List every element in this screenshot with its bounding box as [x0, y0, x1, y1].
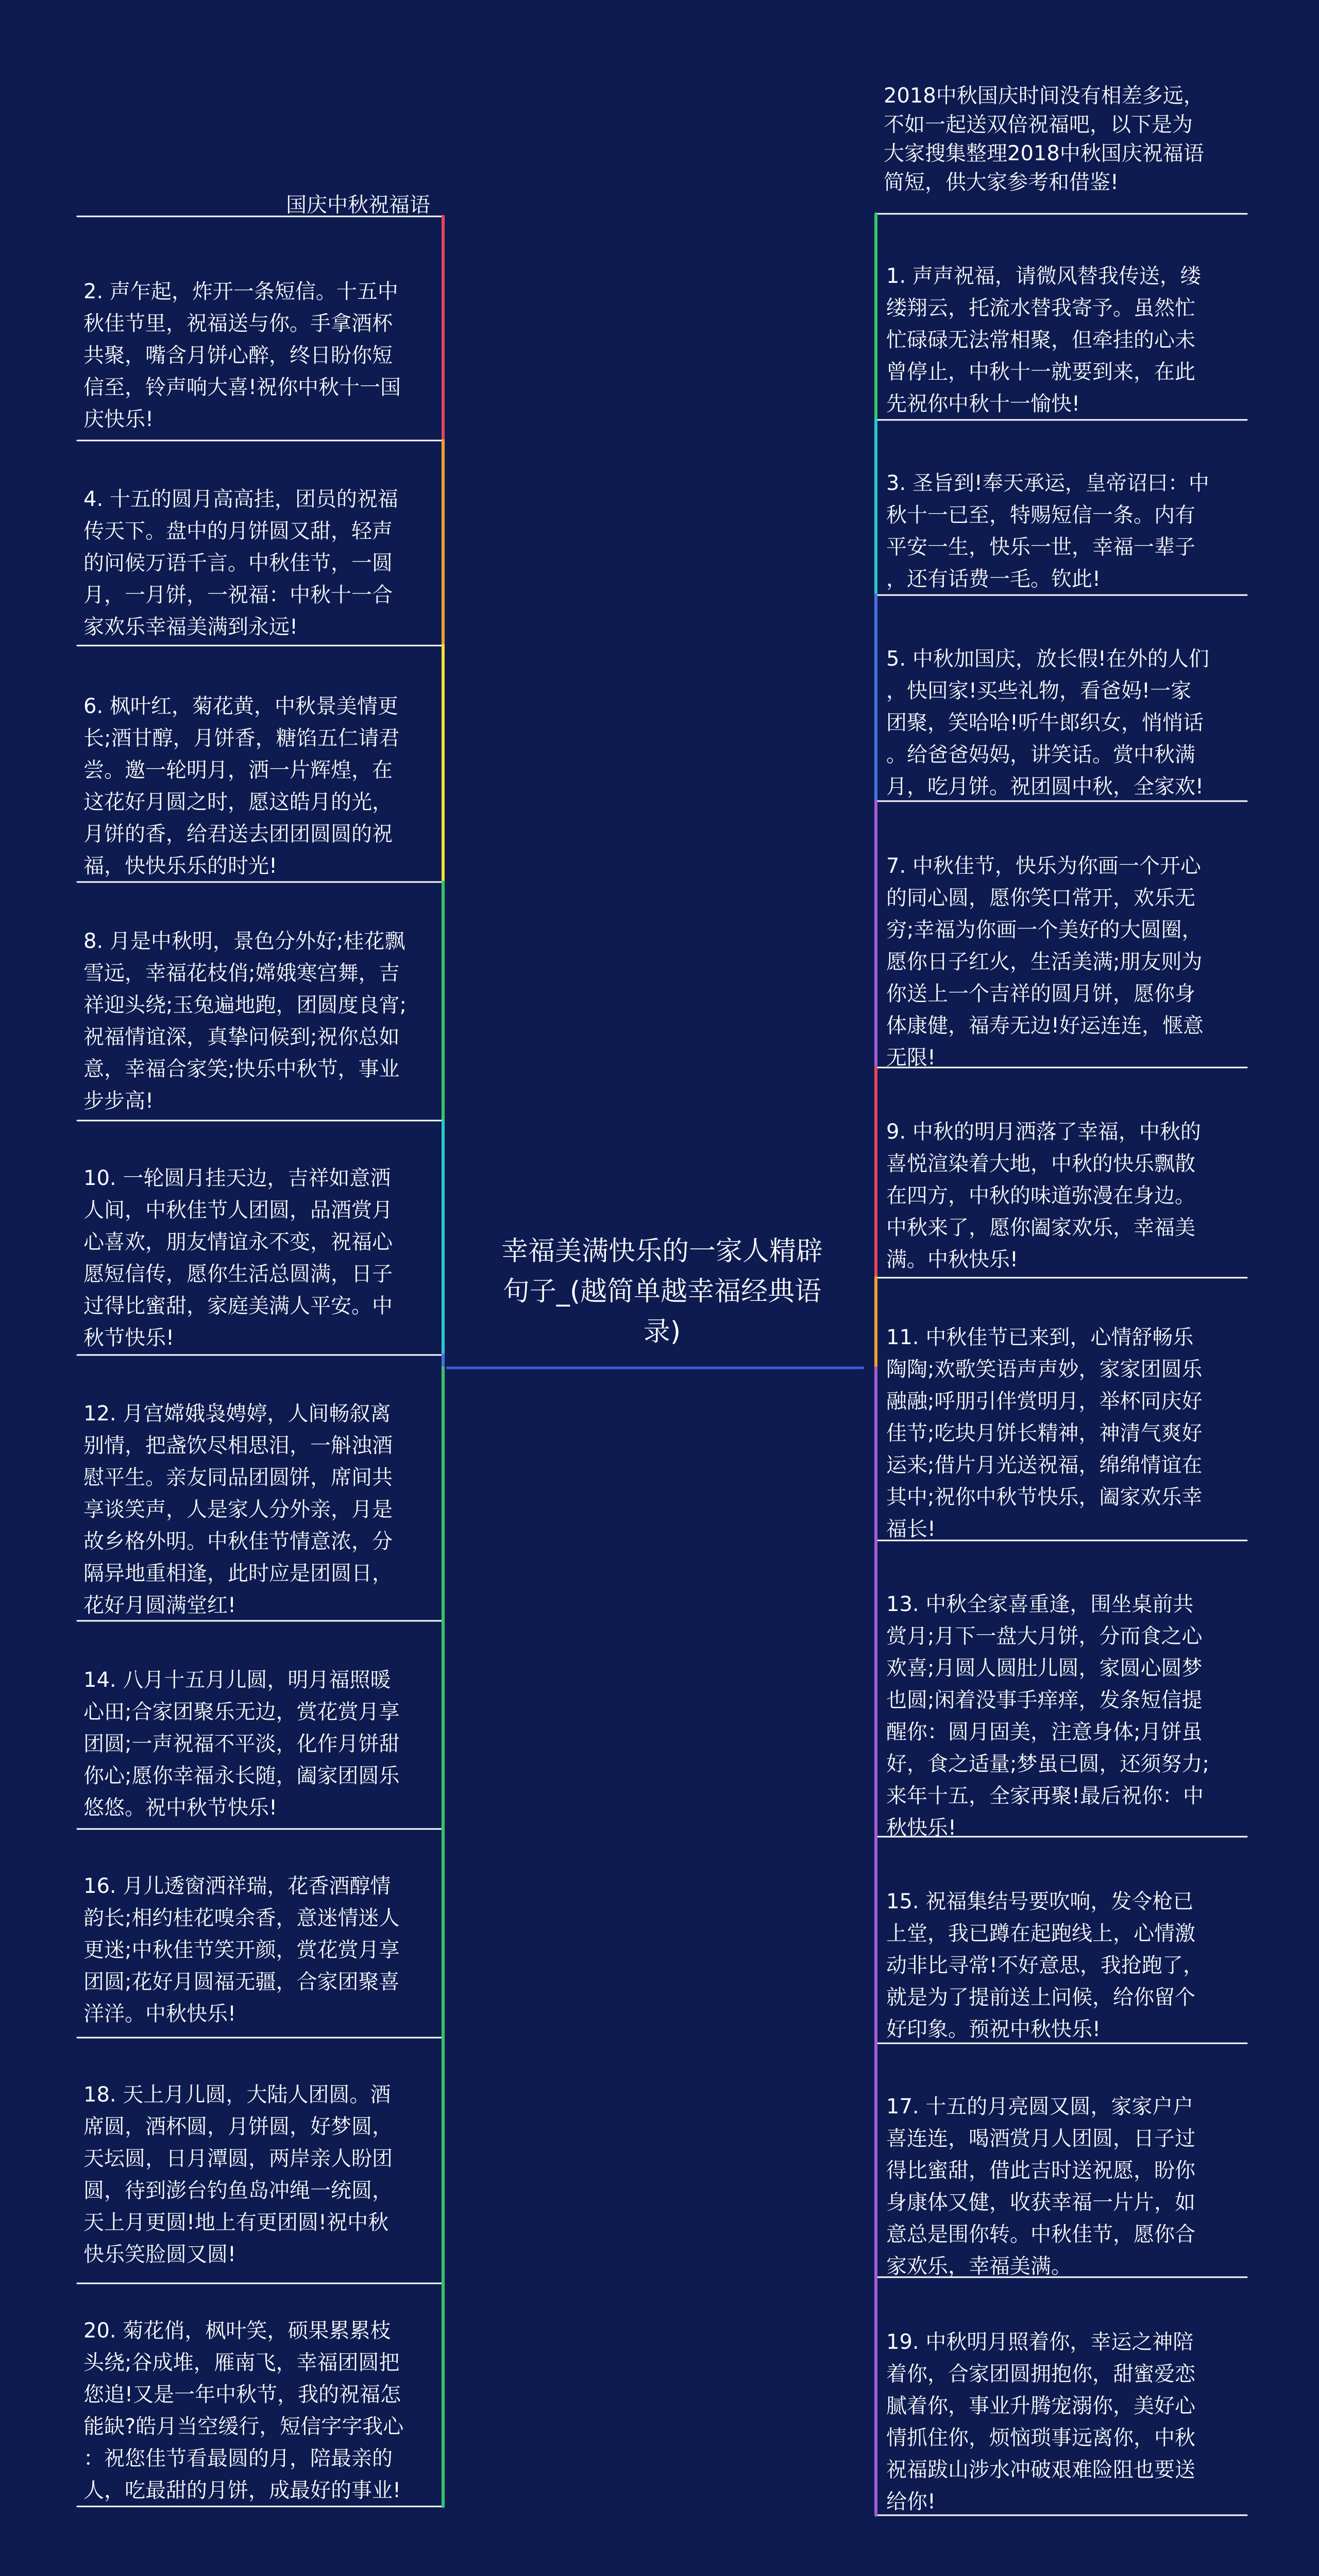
right-node-9[interactable]: 9. 中秋的明月洒落了幸福，中秋的 喜悦渲染着大地，中秋的快乐飘散 在四方，中秋的味道弥漫在身边。 中秋来了，愿你阖家欢乐，幸福美 满。中秋快乐! [886, 1120, 1201, 1272]
left-node-10[interactable]: 10. 一轮圆月挂天边，吉祥如意洒 人间，中秋佳节人团圆，品酒赏月 心喜欢，朋友情谊永不变，祝福心 愿短信传，愿你生活总圆满，日子 过得比蜜甜，家庭美满人平安。中 秋节快乐! [83, 1166, 393, 1350]
section-label: 国庆中秋祝福语 [286, 193, 430, 217]
left-node-8[interactable]: 8. 月是中秋明，景色分外好;桂花飘 雪远，幸福花枝俏;嫦娥寒宫舞，吉 祥迎头绕;玉兔遍地跑，团圆度良宵; 祝福情谊深，真挚问候到;祝你总如 意，幸福合家笑;快乐中秋节，事业 步步高! [83, 929, 407, 1113]
left-node-20[interactable]: 20. 菊花俏，枫叶笑，硕果累累枝 头绕;谷成堆，雁南飞，幸福团圆把 您追!又是一年中秋节，我的祝福怎 能缺?皓月当空缓行，短信字字我心 ：祝您佳节看最圆的月，陪最亲的 人，吃最甜的月饼，成最好的事业! [83, 2319, 404, 2502]
right-node-15[interactable]: 15. 祝福集结号要吹响，发令枪已 上堂，我已蹲在起跑线上，心情激 动非比寻常!不好意思，我抢跑了， 就是为了提前送上问候，给你留个 好印象。预祝中秋快乐! [886, 1890, 1204, 2041]
intro-paragraph: 2018中秋国庆时间没有相差多远， 不如一起送双倍祝福吧，以下是为 大家搜集整理2018中秋国庆祝福语 简短，供大家参考和借鉴! [884, 84, 1204, 194]
right-node-1[interactable]: 1. 声声祝福，请微风替我传送，缕 缕翔云，托流水替我寄予。虽然忙 忙碌碌无法常相聚，但牵挂的心未 曾停止，中秋十一就要到来，在此 先祝你中秋十一愉快! [886, 264, 1201, 416]
left-node-16[interactable]: 16. 月儿透窗洒祥瑞，花香酒醇情 韵长;相约桂花嗅余香，意迷情迷人 更迷;中秋佳节笑开颜，赏花赏月享 团圆;花好月圆福无疆，合家团聚喜 洋洋。中秋快乐! [83, 1874, 400, 2026]
right-node-17[interactable]: 17. 十五的月亮圆又圆，家家户户 喜连连，喝酒赏月人团圆，日子过 得比蜜甜，借此吉时送祝愿，盼你 身康体又健，收获幸福一片片，如 意总是围你转。中秋佳节，愿你合 家欢乐，幸福美满。 [886, 2095, 1195, 2278]
left-node-18[interactable]: 18. 天上月儿圆，大陆人团圆。酒 席圆，酒杯圆，月饼圆，好梦圆， 天坛圆，日月潭圆，两岸亲人盼团 圆，待到澎台钓鱼岛冲绳一统圆， 天上月更圆!地上有更团圆!祝中秋 快乐笑脸圆又圆! [83, 2083, 393, 2266]
right-node-11[interactable]: 11. 中秋佳节已来到，心情舒畅乐 陶陶;欢歌笑语声声妙，家家团圆乐 融融;呼朋引伴赏明月，举杯同庆好 佳节;吃块月饼长精神，神清气爽好 运来;借片月光送祝福，绵绵情谊在 其中;祝你中秋节快乐，阖家欢乐幸 福长! [886, 1326, 1203, 1541]
left-node-6[interactable]: 6. 枫叶红，菊花黄，中秋景美情更 长;酒甘醇，月饼香，糖馅五仁请君 尝。邀一轮明月，洒一片辉煌，在 这花好月圆之时，愿这皓月的光， 月饼的香，给君送去团团圆圆的祝 福，快快乐乐的时光! [83, 694, 400, 878]
right-node-19[interactable]: 19. 中秋明月照着你，幸运之神陪 着你，合家团圆拥抱你，甜蜜爱恋 腻着你，事业升腾宠溺你，美好心 情抓住你，烦恼琐事远离你，中秋 祝福跋山涉水冲破艰难险阻也要送 给你! [886, 2330, 1195, 2514]
left-node-2[interactable]: 2. 声乍起，炸开一条短信。十五中 秋佳节里，祝福送与你。手拿酒杯 共聚，嘴含月饼心醉，终日盼你短 信至，铃声响大喜!祝你中秋十一国 庆快乐! [83, 280, 401, 431]
right-node-13[interactable]: 13. 中秋全家喜重逢，围坐桌前共 赏月;月下一盘大月饼，分而食之心 欢喜;月圆人圆肚儿圆，家圆心圆梦 也圆;闲着没事手痒痒，发条短信提 醒你：圆月固美，注意身体;月饼虽 好，食之适量;梦虽已圆，还须努力; 来年十五，全家再聚!最后祝你：中 秋快乐! [886, 1592, 1209, 1840]
right-node-3[interactable]: 3. 圣旨到!奉天承运，皇帝诏曰：中 秋十一已至，特赐短信一条。内有 平安一生，快乐一世，幸福一辈子 ，还有话费一毛。钦此! [886, 471, 1209, 591]
left-node-14[interactable]: 14. 八月十五月儿圆，明月福照暖 心田;合家团聚乐无边，赏花赏月享 团圆;一声祝福不平淡，化作月饼甜 你心;愿你幸福永长随，阖家团圆乐 悠悠。祝中秋节快乐! [83, 1668, 400, 1820]
right-node-7[interactable]: 7. 中秋佳节，快乐为你画一个开心 的同心圆，愿你笑口常开，欢乐无 穷;幸福为你画一个美好的大圆圈， 愿你日子红火，生活美满;朋友则为 你送上一个吉祥的圆月饼，愿你身 体康健，福寿无边!好运连连，惬意 无限! [886, 854, 1204, 1070]
central-topic[interactable]: 幸福美满快乐的一家人精辟句子_(越简单越幸福经典语录) [501, 1236, 823, 1347]
right-node-5[interactable]: 5. 中秋加国庆，放长假!在外的人们 ，快回家!买些礼物，看爸妈!一家 团聚，笑哈哈!听牛郎织女，悄悄话 。给爸爸妈妈，讲笑话。赏中秋满 月，吃月饼。祝团圆中秋，全家欢! [886, 647, 1209, 799]
left-node-4[interactable]: 4. 十五的圆月高高挂，团员的祝福 传天下。盘中的月饼圆又甜，轻声 的问候万语千言。中秋佳节，一圆 月，一月饼，一祝福：中秋十一合 家欢乐幸福美满到永远! [83, 487, 398, 639]
left-node-12[interactable]: 12. 月宫嫦娥袅娉婷，人间畅叙离 别情，把盏饮尽相思泪，一斛浊酒 慰平生。亲友同品团圆饼，席间共 享谈笑声，人是家人分外亲，月是 故乡格外明。中秋佳节情意浓，分 隔异地重相逢，此时应是团圆日， 花好月圆满堂红! [83, 1402, 393, 1617]
